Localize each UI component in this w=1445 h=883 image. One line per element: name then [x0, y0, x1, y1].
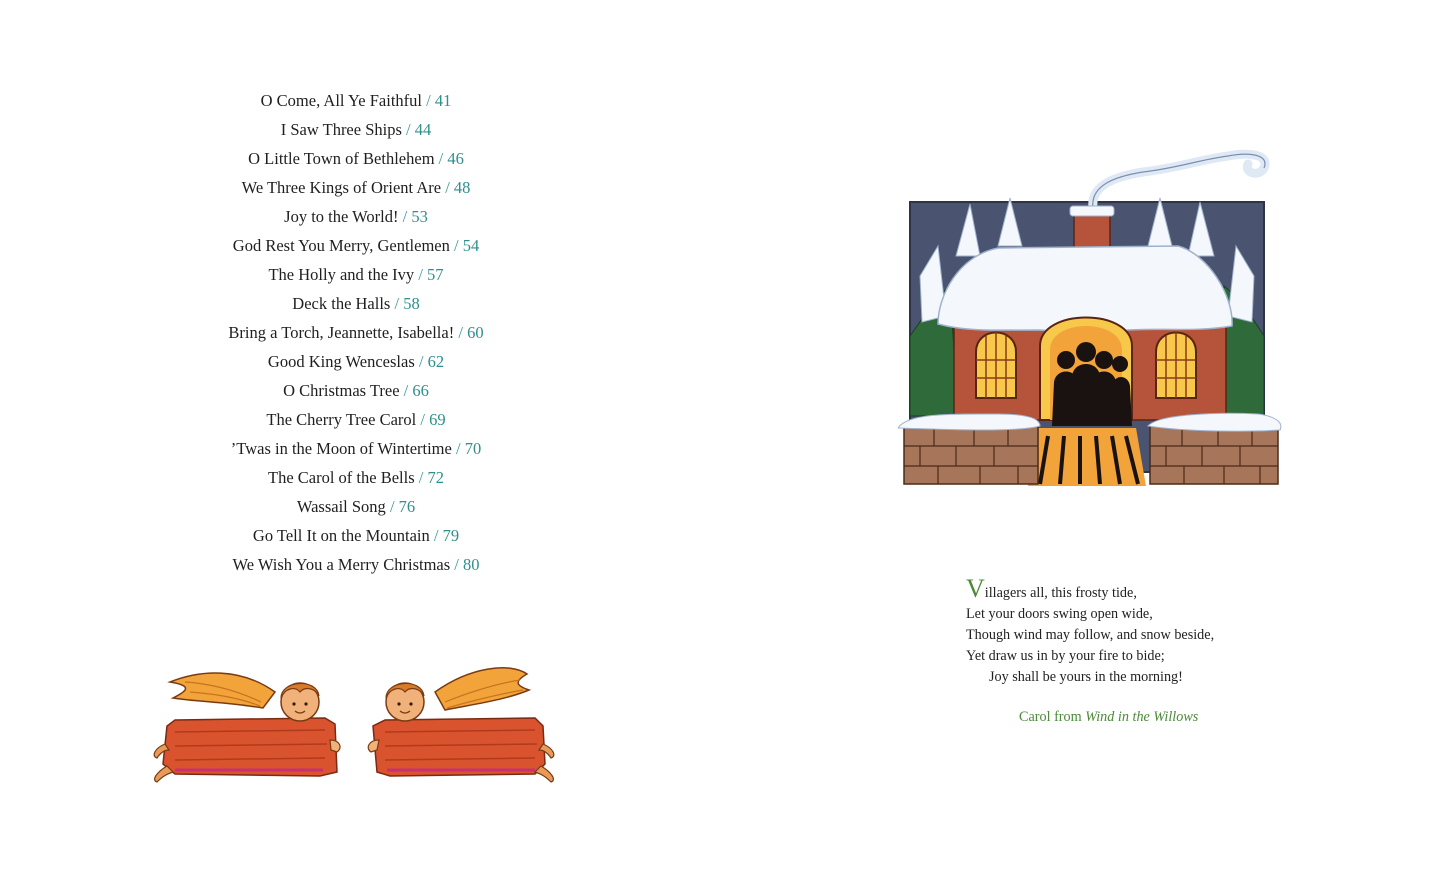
poem-first-line: illagers all, this frosty tide, — [984, 585, 1137, 601]
toc-title: ’Twas in the Moon of Wintertime — [230, 439, 452, 458]
toc-separator: / — [416, 410, 430, 429]
toc-page-number: 44 — [414, 120, 432, 139]
toc-title: The Carol of the Bells — [268, 468, 415, 487]
toc-entry[interactable] — [150, 492, 562, 521]
toc-entry[interactable] — [150, 86, 562, 115]
snowy-cottage-illustration — [898, 146, 1283, 490]
toc-entry[interactable] — [150, 463, 562, 492]
toc-separator: / — [414, 265, 428, 284]
toc-page-number: 79 — [442, 526, 460, 545]
toc-entry[interactable] — [150, 434, 562, 463]
toc-page-number: 60 — [467, 323, 484, 342]
toc-entry[interactable] — [150, 202, 562, 231]
poem — [966, 574, 1306, 688]
toc-title: The Holly and the Ivy — [268, 265, 415, 284]
toc-page-number: 80 — [463, 555, 480, 574]
cottage-window-right — [1156, 332, 1196, 398]
toc-entry[interactable] — [150, 231, 562, 260]
toc-separator: / — [451, 439, 465, 458]
toc-separator: / — [449, 236, 463, 255]
toc-separator: / — [434, 149, 448, 168]
poem-line — [966, 574, 1306, 604]
toc-page-number: 72 — [427, 468, 444, 487]
toc-title: O Little Town of Bethlehem — [248, 149, 435, 168]
toc-page-number: 70 — [464, 439, 482, 458]
toc-title: Good King Wenceslas — [267, 352, 415, 371]
poem-line: Let your doors swing open wide, — [966, 606, 1153, 622]
toc-title: We Three Kings of Orient Are — [241, 178, 442, 197]
credit-source: Wind in the Willows — [1085, 709, 1199, 725]
toc-page-number: 48 — [453, 178, 471, 197]
toc-title: I Saw Three Ships — [280, 120, 402, 139]
toc-separator: / — [454, 323, 468, 342]
toc-title: O Come, All Ye Faithful — [260, 91, 422, 110]
toc-entry[interactable] — [150, 521, 562, 550]
cottage-window-left — [976, 332, 1016, 398]
toc-title: The Cherry Tree Carol — [266, 410, 417, 429]
toc-title: Joy to the World! — [284, 207, 399, 226]
table-of-contents — [150, 86, 562, 579]
toc-page-number: 76 — [398, 497, 416, 516]
toc-page-number: 46 — [447, 149, 464, 168]
toc-separator: / — [414, 468, 428, 487]
poem-line: Though wind may follow, and snow beside, — [966, 627, 1215, 643]
toc-entry[interactable] — [150, 347, 562, 376]
toc-entry[interactable] — [150, 144, 562, 173]
toc-page-number: 53 — [411, 207, 428, 226]
toc-entry[interactable] — [150, 550, 562, 579]
toc-entry[interactable] — [150, 376, 562, 405]
toc-page-number: 41 — [434, 91, 452, 110]
toc-title: God Rest You Merry, Gentlemen — [232, 236, 450, 255]
drop-cap: V — [966, 574, 985, 603]
toc-page-number: 54 — [462, 236, 480, 255]
left-angel — [154, 673, 340, 782]
toc-separator: / — [429, 526, 443, 545]
toc-separator: / — [441, 178, 454, 197]
toc-entry[interactable] — [150, 405, 562, 434]
toc-page-number: 58 — [403, 294, 420, 313]
toc-entry[interactable] — [150, 173, 562, 202]
toc-title: Go Tell It on the Mountain — [252, 526, 430, 545]
angels-illustration — [145, 652, 565, 792]
toc-separator: / — [414, 352, 428, 371]
toc-entry[interactable] — [150, 289, 562, 318]
toc-title: Wassail Song — [296, 497, 386, 516]
poem-refrain: Joy shall be yours in the morning! — [989, 669, 1183, 685]
toc-separator: / — [401, 120, 415, 139]
poem-line: Yet draw us in by your fire to bide; — [966, 648, 1165, 664]
toc-page-number: 57 — [427, 265, 444, 284]
toc-entry[interactable] — [150, 260, 562, 289]
credit-prefix: Carol from — [1019, 709, 1086, 725]
toc-page-number: 69 — [429, 410, 446, 429]
toc-separator: / — [422, 91, 435, 110]
toc-page-number: 66 — [412, 381, 429, 400]
toc-separator: / — [450, 555, 464, 574]
toc-title: Bring a Torch, Jeannette, Isabella! — [228, 323, 455, 342]
toc-entry[interactable] — [150, 115, 562, 144]
toc-entry[interactable] — [150, 318, 562, 347]
poem-credit — [1019, 709, 1198, 726]
toc-separator: / — [385, 497, 399, 516]
toc-title: O Christmas Tree — [283, 381, 400, 400]
toc-separator: / — [390, 294, 404, 313]
toc-separator: / — [399, 381, 413, 400]
toc-title: We Wish You a Merry Christmas — [232, 555, 451, 574]
toc-page-number: 62 — [427, 352, 445, 371]
toc-separator: / — [398, 207, 412, 226]
toc-title: Deck the Halls — [292, 294, 391, 313]
right-angel — [368, 668, 554, 782]
